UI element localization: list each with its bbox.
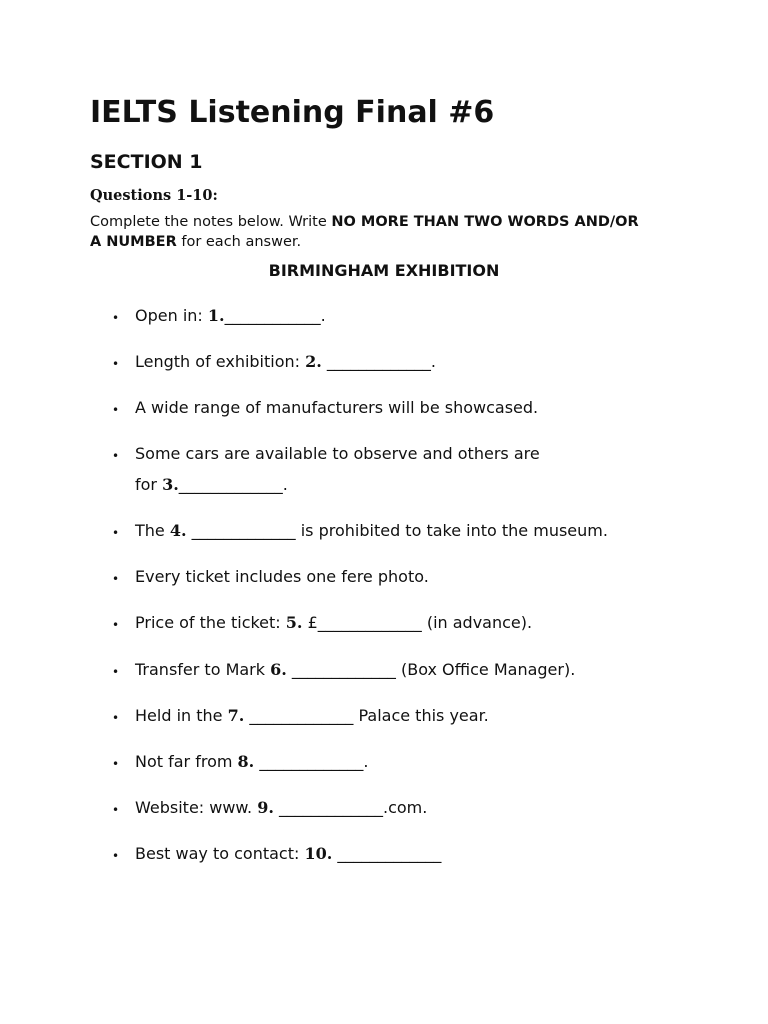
- list-item: [112, 442, 540, 466]
- item-text: Not far from: [135, 752, 238, 771]
- instructions: [90, 212, 690, 252]
- list-item: [112, 658, 576, 682]
- question-number: 9.: [257, 798, 274, 817]
- bullet-icon: •: [112, 711, 120, 725]
- answer-blank: _____________ Palace this year.: [244, 706, 489, 725]
- bullet-icon: •: [112, 803, 120, 817]
- item-text: Every ticket includes one fere photo.: [135, 567, 429, 586]
- list-item: [112, 565, 429, 589]
- answer-blank: _____________.com.: [273, 798, 428, 817]
- item-text: Best way to contact:: [135, 844, 305, 863]
- item-text: Held in the: [135, 706, 228, 725]
- question-number: 10.: [304, 844, 333, 863]
- instructions-line-2: [90, 232, 690, 252]
- answer-blank: _____________: [332, 844, 442, 863]
- list-item: [112, 704, 489, 728]
- question-number: 1.: [207, 306, 225, 325]
- item-text: Price of the ticket:: [135, 613, 286, 632]
- bullet-icon: •: [112, 526, 120, 540]
- item-text: A wide range of manufacturers will be showcased.: [135, 398, 539, 417]
- bullet-icon: •: [112, 849, 120, 863]
- answer-blank: _____________.: [178, 475, 288, 494]
- list-item: [112, 750, 369, 774]
- list-item-continuation: [135, 473, 288, 497]
- instructions-emphasis: NO MORE THAN TWO WORDS AND/OR: [331, 214, 639, 230]
- answer-blank: _____________ (Box Office Manager).: [286, 660, 576, 679]
- bullet-icon: •: [112, 757, 120, 771]
- instructions-text: for each answer.: [176, 234, 302, 250]
- item-text: Open in:: [135, 306, 208, 325]
- question-number: 7.: [227, 706, 245, 725]
- item-text: for: [135, 475, 163, 494]
- instructions-emphasis: A NUMBER: [90, 234, 177, 250]
- bullet-icon: •: [112, 357, 120, 371]
- bullet-icon: •: [112, 311, 120, 325]
- item-text: Some cars are available to observe and others are: [135, 444, 540, 463]
- answer-blank: £_____________ (in advance).: [302, 613, 533, 632]
- questions-label: Questions 1-10:: [90, 187, 218, 204]
- item-text: The: [135, 521, 170, 540]
- bullet-icon: •: [112, 403, 120, 417]
- bullet-icon: •: [112, 665, 120, 679]
- list-item: [112, 796, 428, 820]
- question-number: 4.: [169, 521, 187, 540]
- answer-blank: _____________.: [321, 352, 436, 371]
- bullet-icon: •: [112, 572, 120, 586]
- page-title: IELTS Listening Final #6: [90, 95, 495, 130]
- answer-blank: _____________ is prohibited to take into the museum.: [186, 521, 608, 540]
- question-number: 8.: [237, 752, 255, 771]
- list-item: [112, 350, 436, 374]
- question-number: 5.: [285, 613, 303, 632]
- instructions-line-1: [90, 212, 690, 232]
- notes-heading: BIRMINGHAM EXHIBITION: [268, 261, 500, 280]
- answer-blank: ____________.: [224, 306, 326, 325]
- item-text: Transfer to Mark: [135, 660, 271, 679]
- bullet-icon: •: [112, 618, 120, 632]
- list-item: [112, 842, 442, 866]
- bullet-icon: •: [112, 449, 120, 463]
- item-text: Website: www.: [135, 798, 258, 817]
- list-item: [112, 519, 608, 543]
- question-number: 3.: [162, 475, 179, 494]
- list-item: [112, 304, 326, 328]
- answer-blank: _____________.: [254, 752, 369, 771]
- question-number: 6.: [270, 660, 287, 679]
- instructions-text: Complete the notes below. Write: [90, 214, 332, 230]
- question-number: 2.: [305, 352, 322, 371]
- item-text: Length of exhibition:: [135, 352, 306, 371]
- list-item: [112, 396, 539, 420]
- list-item: [112, 611, 533, 635]
- section-heading: SECTION 1: [90, 151, 203, 173]
